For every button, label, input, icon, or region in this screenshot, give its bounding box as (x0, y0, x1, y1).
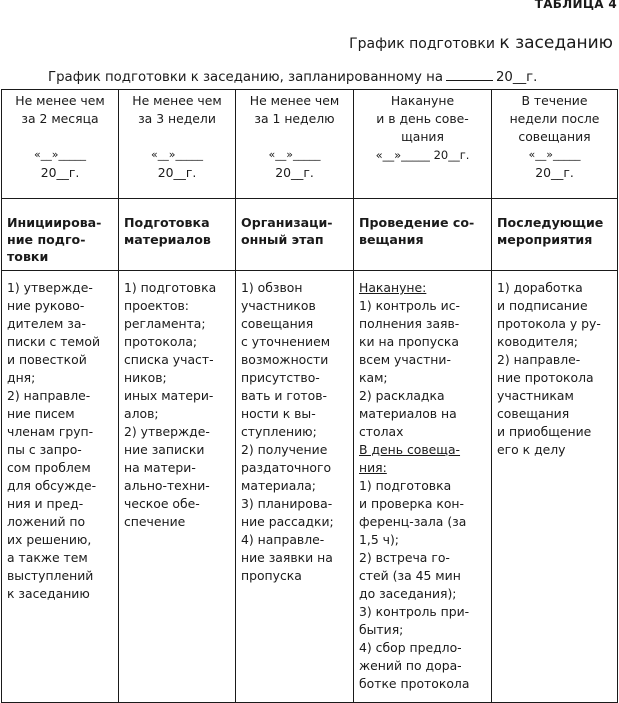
deadline-cell-5 (492, 90, 618, 199)
caption-year: 20__г. (495, 70, 538, 85)
task-line: 1) обзвон (241, 280, 303, 295)
task-line: ние писем (7, 406, 75, 421)
task-line: 2) направле- (497, 352, 581, 367)
task-line: материала; (241, 478, 316, 493)
task-line: 1) контроль ис- (359, 298, 460, 313)
heading-text: ние подго- (7, 232, 86, 247)
stage-heading-2 (119, 199, 236, 271)
task-line: ально-техни- (124, 478, 210, 493)
task-line: 2) направле- (7, 388, 91, 403)
deadline-text: Не менее чем (132, 93, 222, 108)
subsection-label: Накануне: (359, 280, 427, 295)
task-line: и проверка кон- (359, 496, 464, 511)
caption-text: График подготовки к заседанию, запланированному на (48, 70, 443, 85)
table-caption (48, 69, 537, 85)
task-line: возможности (241, 352, 329, 367)
deadline-text: за 2 месяца (21, 111, 99, 126)
stage-heading-1 (2, 199, 119, 271)
task-line: и подписание (497, 298, 588, 313)
task-line: с уточнением (241, 334, 331, 349)
task-line: столах (359, 424, 404, 439)
task-line: ческое обе- (124, 496, 200, 511)
task-line: 2) встреча го- (359, 550, 450, 565)
task-line: вать и готов- (241, 388, 328, 403)
task-line: совещания (497, 406, 570, 421)
task-line: стей (за 45 мин (359, 568, 461, 583)
task-line: материалов на (359, 406, 457, 421)
task-line: дня; (7, 370, 36, 385)
deadline-text: щания (401, 129, 444, 144)
task-line: 4) направле- (241, 532, 325, 547)
task-line: ние заявки на (241, 550, 333, 565)
stage-heading-row (2, 199, 618, 271)
task-line: к заседанию (7, 586, 90, 601)
stage-heading-5 (492, 199, 618, 271)
deadline-text: В течение (521, 93, 588, 108)
task-line: 1) подготовка (359, 478, 452, 493)
tasks-cell-2 (119, 271, 236, 703)
heading-text: Инициирова- (7, 215, 102, 230)
task-line: 2) получение (241, 442, 328, 457)
heading-text: Последующие (497, 215, 604, 230)
deadline-text: и в день сове- (376, 111, 469, 126)
task-line: спечение (124, 514, 186, 529)
task-line: протокола; (124, 334, 198, 349)
date-placeholder-year: 20__г. (157, 165, 197, 180)
title-big-part: к заседанию (499, 33, 613, 53)
stage-heading-3 (236, 199, 354, 271)
title-small-part: График подготовки (349, 36, 495, 52)
deadline-text: совещания (518, 129, 591, 144)
task-line: ференц-зала (за (359, 514, 467, 529)
heading-text: Подготовка (124, 215, 210, 230)
task-line: списка участ- (124, 352, 214, 367)
deadline-text: Не менее чем (249, 93, 340, 108)
task-line: сом проблем (7, 460, 91, 475)
deadline-text: недели после (509, 111, 600, 126)
task-line: дителем за- (7, 316, 86, 331)
task-line: алов; (124, 406, 159, 421)
task-line: 1) подготовка (124, 280, 217, 295)
deadline-row (2, 90, 618, 199)
tasks-row (2, 271, 618, 703)
task-line: для обсужде- (7, 478, 97, 493)
task-line: 1) утвержде- (7, 280, 93, 295)
task-line: участников (241, 298, 316, 313)
task-line: его к делу (497, 442, 566, 457)
subsection-label: В день совеща- (359, 442, 461, 457)
date-placeholder-year: 20__г. (275, 165, 314, 180)
tasks-cell-3 (236, 271, 354, 703)
document-title (349, 33, 613, 53)
task-line: ности к вы- (241, 406, 316, 421)
task-line: на матери- (124, 460, 196, 475)
task-line: иных матери- (124, 388, 214, 403)
date-placeholder: «__»_____ 20__г. (375, 148, 470, 162)
task-line: полнения заяв- (359, 316, 460, 331)
heading-text: онный этап (241, 232, 324, 247)
deadline-cell-2 (119, 90, 236, 199)
task-line: и приобщение (497, 424, 592, 439)
deadline-cell-1 (2, 90, 119, 199)
tasks-cell-5 (492, 271, 618, 703)
deadline-text: Накануне (390, 93, 455, 108)
date-placeholder-year: 20__г. (40, 165, 80, 180)
task-line: бытия; (359, 622, 404, 637)
task-line: ки на пропуска (359, 334, 459, 349)
date-placeholder-year: 20__г. (535, 165, 574, 180)
task-line: 3) контроль при- (359, 604, 470, 619)
task-line: 3) планирова- (241, 496, 333, 511)
task-line: ководителя; (497, 334, 578, 349)
task-line: ние записки (124, 442, 205, 457)
task-line: ния и пред- (7, 496, 84, 511)
date-placeholder: «__»_____ (151, 148, 203, 161)
date-placeholder: «__»_____ (528, 148, 581, 161)
heading-text: материалов (124, 232, 211, 247)
task-line: пропуска (241, 568, 302, 583)
schedule-table (1, 89, 618, 703)
task-line: их решению, (7, 532, 92, 547)
task-line: писки с темой (7, 334, 101, 349)
task-line: ние руково- (7, 298, 85, 313)
heading-text: Организаци- (241, 215, 333, 230)
deadline-text: за 1 неделю (254, 111, 335, 126)
task-line: 2) утвержде- (124, 424, 210, 439)
tasks-cell-1 (2, 271, 119, 703)
task-line: до заседания); (359, 586, 457, 601)
task-line: всем участни- (359, 352, 451, 367)
heading-text: товки (7, 249, 49, 264)
date-placeholder: «__»_____ (34, 148, 86, 161)
deadline-text: Не менее чем (15, 93, 105, 108)
task-line: ступлению; (241, 424, 317, 439)
heading-text: вещания (359, 232, 424, 247)
deadline-text: за 3 недели (138, 111, 216, 126)
task-line: регламента; (124, 316, 206, 331)
task-line: раздаточного (241, 460, 332, 475)
task-line: ботке протокола (359, 676, 470, 691)
task-line: а также тем (7, 550, 88, 565)
task-line: протокола у ру- (497, 316, 601, 331)
subsection-label: ния: (359, 460, 387, 475)
task-line: участникам (497, 388, 574, 403)
caption-date-blank (446, 69, 493, 81)
task-line: и повесткой (7, 352, 87, 367)
task-line: членам груп- (7, 424, 94, 439)
date-placeholder: «__»_____ (268, 148, 321, 161)
task-line: присутство- (241, 370, 320, 385)
deadline-cell-3 (236, 90, 354, 199)
stage-heading-4 (354, 199, 492, 271)
task-line: выступлений (7, 568, 94, 583)
task-line: ников; (124, 370, 167, 385)
tasks-cell-4 (354, 271, 492, 703)
task-line: проектов: (124, 298, 189, 313)
task-line: 1) доработка (497, 280, 583, 295)
table-label: ТАБЛИЦА 4 (534, 0, 617, 11)
deadline-cell-4 (354, 90, 492, 199)
heading-text: Проведение со- (359, 215, 475, 230)
task-line: ние рассадки; (241, 514, 334, 529)
task-line: ние протокола (497, 370, 594, 385)
heading-text: мероприятия (497, 232, 593, 247)
task-line: жений по дора- (359, 658, 462, 673)
task-line: 2) раскладка (359, 388, 445, 403)
task-line: совещания (241, 316, 314, 331)
task-line: пы с запро- (7, 442, 82, 457)
task-line: ложений по (7, 514, 86, 529)
task-line: кам; (359, 370, 388, 385)
task-line: 1,5 ч); (359, 532, 399, 547)
task-line: 4) сбор предло- (359, 640, 462, 655)
